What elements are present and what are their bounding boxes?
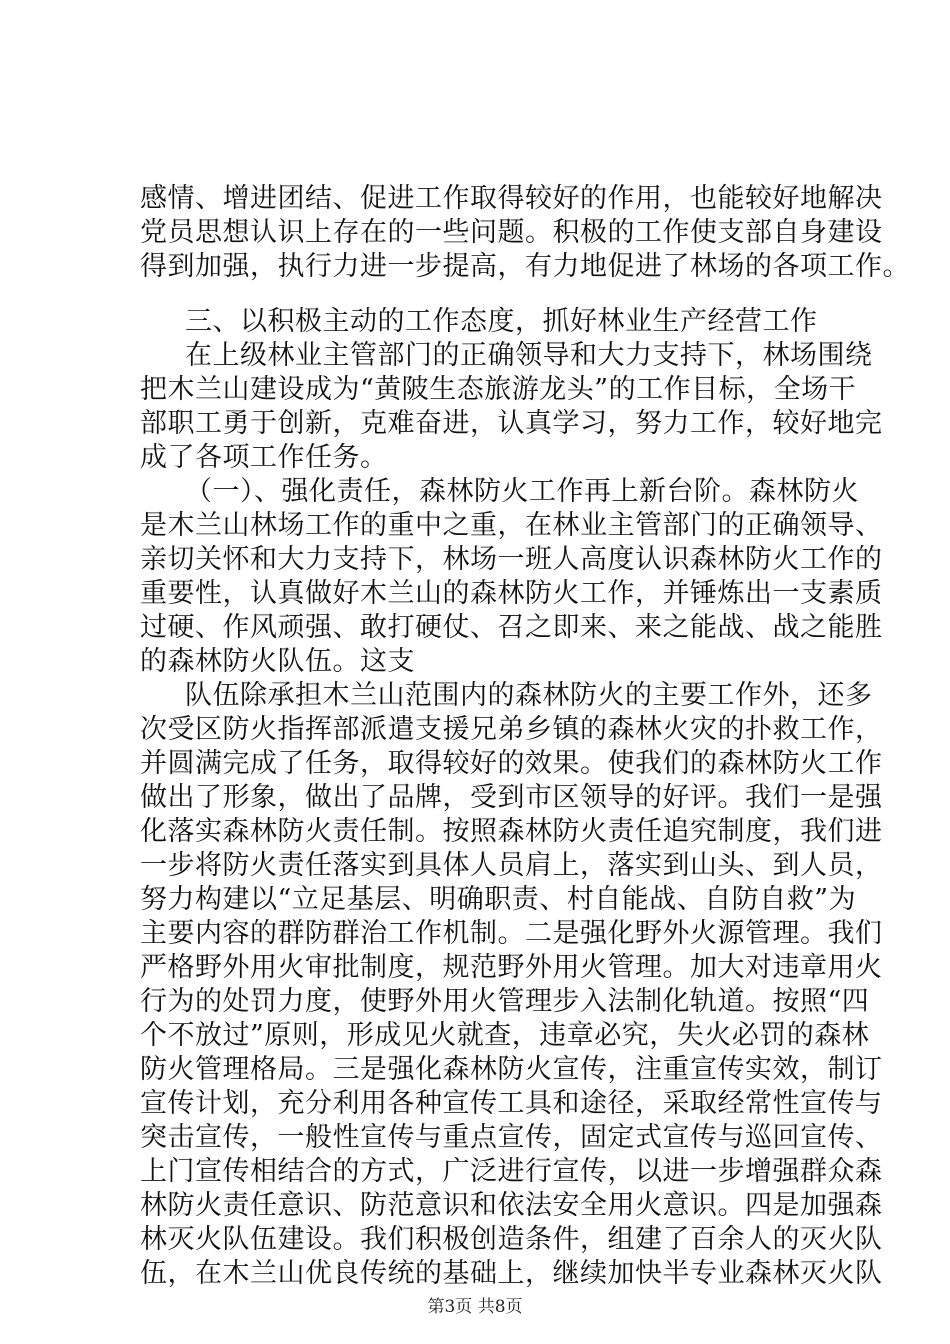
text-line: 宣传计划，充分利用各种宣传工具和途径，采取经常性宣传与 (140, 1088, 883, 1119)
text-line: 队伍除承担木兰山范围内的森林防火的主要工作外，还多 (185, 680, 873, 711)
text-line: 的森林防火队伍。这支 (140, 646, 415, 677)
page-footer: 第3页 共8页 (427, 1297, 523, 1317)
text-line: 并圆满完成了任务，取得较好的效果。使我们的森林防火工作 (140, 748, 883, 779)
text-line: 主要内容的群防群治工作机制。二是强化野外火源管理。我们 (140, 918, 883, 949)
text-line: 伍，在木兰山优良传统的基础上，继续加快半专业森林灭火队 (140, 1258, 883, 1289)
text-line: 突击宣传，一般性宣传与重点宣传，固定式宣传与巡回宣传、 (140, 1122, 883, 1153)
text-line: 过硬、作风顽强、敢打硬仗、召之即来、来之能战、战之能胜 (140, 612, 883, 643)
text-line: 部职工勇于创新，克难奋进，认真学习，努力工作，较好地完 (140, 408, 883, 439)
text-line: 在上级林业主管部门的正确领导和大力支持下，林场围绕 (185, 340, 873, 371)
text-line: 化落实森林防火责任制。按照森林防火责任追究制度，我们进 (140, 816, 883, 847)
text-line: 行为的处罚力度，使野外用火管理步入法制化轨道。按照“四 (140, 986, 870, 1017)
text-line: 林防火责任意识、防范意识和依法安全用火意识。四是加强森 (140, 1190, 883, 1221)
text-line: 感情、增进团结、促进工作取得较好的作用，也能较好地解决 (140, 183, 883, 214)
text-line: 努力构建以“立足基层、明确职责、村自能战、自防自救”为 (140, 884, 857, 915)
text-line: 重要性，认真做好木兰山的森林防火工作，并锤炼出一支素质 (140, 578, 883, 609)
text-line: 次受区防火指挥部派遣支援兄弟乡镇的森林火灾的扑救工作， (140, 714, 883, 745)
text-line: 个不放过”原则，形成见火就查，违章必究，失火必罚的森林 (140, 1020, 870, 1051)
text-line: 严格野外用火审批制度，规范野外用火管理。加大对违章用火 (140, 952, 883, 983)
text-line: 党员思想认识上存在的一些问题。积极的工作使支部自身建设 (140, 217, 883, 248)
text-line: 是木兰山林场工作的重中之重，在林业主管部门的正确领导、 (140, 510, 883, 541)
text-line: 林灭火队伍建设。我们积极创造条件，组建了百余人的灭火队 (140, 1224, 883, 1255)
text-line: 做出了形象，做出了品牌，受到市区领导的好评。我们一是强 (140, 782, 883, 813)
text-line: 上门宣传相结合的方式，广泛进行宣传，以进一步增强群众森 (140, 1156, 883, 1187)
text-line: 成了各项工作任务。 (140, 442, 388, 473)
section-heading: 三、以积极主动的工作态度，抓好林业生产经营工作 (185, 306, 818, 337)
text-line: 亲切关怀和大力支持下，林场一班人高度认识森林防火工作的 (140, 544, 883, 575)
text-line: 得到加强，执行力进一步提高，有力地促进了林场的各项工作。 (140, 251, 910, 282)
text-line: 一步将防火责任落实到具体人员肩上，落实到山头、到人员， (140, 850, 883, 881)
text-line: 把木兰山建设成为“黄陂生态旅游龙头”的工作目标，全场干 (140, 374, 857, 405)
text-line: 防火管理格局。三是强化森林防火宣传，注重宣传实效，制订 (140, 1054, 883, 1085)
subsection-heading: （一）、强化责任，森林防火工作再上新台阶。森林防火 (185, 476, 859, 507)
